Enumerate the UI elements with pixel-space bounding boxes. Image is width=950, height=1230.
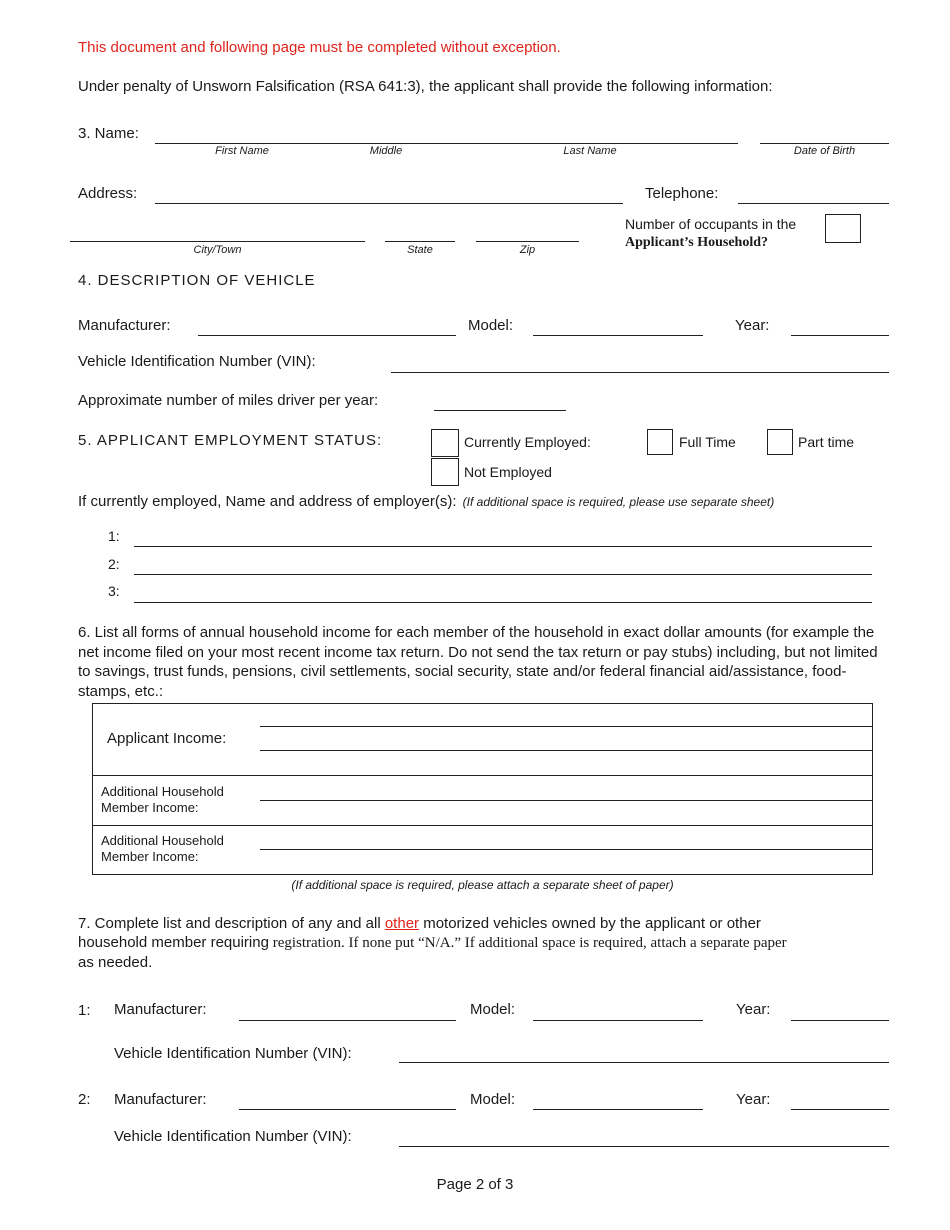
employer-row-3-field[interactable]: [134, 602, 872, 603]
additional-income-2-line[interactable]: [260, 849, 872, 850]
employer-row-2-label: 2:: [108, 556, 120, 572]
dob-caption: Date of Birth: [793, 145, 856, 157]
vin-field[interactable]: [391, 372, 889, 373]
not-employed-label: Not Employed: [464, 464, 552, 480]
vin-label: Vehicle Identification Number (VIN):: [78, 353, 316, 370]
section6-text: 6. List all forms of annual household income for each member of the household in exact dollar amounts (for example the net income filed on your most recent income tax return. Do not send the tax return or pay stubs) including, but not limited to savings, trust funds, pensions, civil settlements, social security, state and/or federal financial aid/assistance, food-stamps, etc.:: [78, 624, 878, 700]
vehicle-2-year-field[interactable]: [791, 1109, 889, 1110]
applicant-income-line-2[interactable]: [260, 750, 872, 751]
telephone-label: Telephone:: [645, 185, 719, 202]
name-label: 3. Name:: [78, 125, 139, 142]
name-field[interactable]: [155, 143, 738, 144]
vehicle-1-model-label: Model:: [470, 1001, 516, 1018]
miles-field[interactable]: [434, 410, 566, 411]
address-field[interactable]: [155, 203, 623, 204]
vehicle-1-model-field[interactable]: [533, 1020, 703, 1021]
section7-other: other: [384, 915, 420, 932]
zip-field[interactable]: [476, 241, 579, 242]
applicant-income-label: Applicant Income:: [107, 730, 227, 747]
dob-field[interactable]: [760, 143, 889, 144]
section7-line2: [78, 934, 787, 952]
currently-employed-checkbox[interactable]: [431, 429, 459, 457]
last-name-caption: Last Name: [563, 145, 617, 157]
occupants-input-box[interactable]: [825, 214, 861, 243]
part-time-label: Part time: [798, 434, 855, 450]
occupants-question-line2: Applicant’s Household?: [625, 235, 769, 250]
additional-income-2-label-line1: Additional Household: [101, 833, 224, 848]
employer-row-2-field[interactable]: [134, 574, 872, 575]
vehicle-1-manufacturer-field[interactable]: [239, 1020, 456, 1021]
vehicle-1-year-label: Year:: [736, 1001, 771, 1018]
city-field[interactable]: [70, 241, 365, 242]
state-field[interactable]: [385, 241, 455, 242]
first-name-caption: First Name: [215, 145, 269, 157]
vehicle-1-year-field[interactable]: [791, 1020, 889, 1021]
vehicle-1-vin-field[interactable]: [399, 1062, 889, 1063]
employer-note: (If additional space is required, please use separate sheet): [462, 495, 775, 509]
employer-prompt: [78, 493, 774, 510]
year-label: Year:: [735, 317, 770, 334]
model-field[interactable]: [533, 335, 703, 336]
occupants-question-line1: Number of occupants in the: [625, 216, 797, 232]
income-row-divider: [93, 775, 872, 776]
income-note: (If additional space is required, please attach a separate sheet of paper): [291, 878, 674, 892]
section5-title: 5. APPLICANT EMPLOYMENT STATUS:: [78, 432, 383, 449]
page-footer: Page 2 of 3: [436, 1176, 514, 1193]
section7-line1: [78, 915, 761, 932]
city-caption: City/Town: [193, 244, 242, 256]
section7-line3: as needed.: [78, 954, 153, 971]
income-row-divider: [93, 825, 872, 826]
applicant-income-line-1[interactable]: [260, 726, 872, 727]
zip-caption: Zip: [519, 244, 536, 256]
address-label: Address:: [78, 185, 138, 202]
vehicle-2-manufacturer-field[interactable]: [239, 1109, 456, 1110]
vehicle-2-manufacturer-label: Manufacturer:: [114, 1091, 207, 1108]
section7-part1: 7. Complete list and description of any and all: [78, 915, 385, 932]
miles-label: Approximate number of miles driver per year:: [78, 392, 379, 409]
employer-prompt-text: If currently employed, Name and address of employer(s):: [78, 493, 457, 510]
vehicle-2-year-label: Year:: [736, 1091, 771, 1108]
vehicle-2-model-label: Model:: [470, 1091, 516, 1108]
full-time-label: Full Time: [679, 434, 736, 450]
currently-employed-label: Currently Employed:: [464, 434, 591, 450]
additional-income-2-label-line2: Member Income:: [101, 849, 199, 864]
not-employed-checkbox[interactable]: [431, 458, 459, 486]
vehicle-2-vin-label: Vehicle Identification Number (VIN):: [114, 1128, 352, 1145]
additional-income-1-line[interactable]: [260, 800, 872, 801]
additional-income-1-label-line1: Additional Household: [101, 784, 224, 799]
employer-row-1-label: 1:: [108, 528, 120, 544]
warning-text: This document and following page must be completed without exception.: [78, 39, 561, 56]
manufacturer-label: Manufacturer:: [78, 317, 171, 334]
part-time-checkbox[interactable]: [767, 429, 793, 455]
full-time-checkbox[interactable]: [647, 429, 673, 455]
employer-row-3-label: 3:: [108, 583, 120, 599]
year-field[interactable]: [791, 335, 889, 336]
model-label: Model:: [468, 317, 514, 334]
vehicle-2-model-field[interactable]: [533, 1109, 703, 1110]
telephone-field[interactable]: [738, 203, 889, 204]
state-caption: State: [407, 244, 433, 256]
section7-line2-a: household member requiring: [78, 934, 269, 951]
vehicle-2-number: 2:: [78, 1091, 91, 1108]
additional-income-1-label-line2: Member Income:: [101, 800, 199, 815]
section7-part2: motorized vehicles owned by the applicant or other: [419, 915, 761, 932]
manufacturer-field[interactable]: [198, 335, 456, 336]
vehicle-1-manufacturer-label: Manufacturer:: [114, 1001, 207, 1018]
section7-line2-b: registration. If none put “N/A.” If additional space is required, attach a separate paper: [268, 935, 787, 951]
section4-title: 4. DESCRIPTION OF VEHICLE: [78, 272, 316, 289]
intro-text: Under penalty of Unsworn Falsification (RSA 641:3), the applicant shall provide the following information:: [78, 78, 773, 95]
employer-row-1-field[interactable]: [134, 546, 872, 547]
vehicle-2-vin-field[interactable]: [399, 1146, 889, 1147]
vehicle-1-number: 1:: [78, 1002, 91, 1019]
vehicle-1-vin-label: Vehicle Identification Number (VIN):: [114, 1045, 352, 1062]
income-table: [92, 703, 873, 875]
middle-caption: Middle: [369, 145, 403, 157]
